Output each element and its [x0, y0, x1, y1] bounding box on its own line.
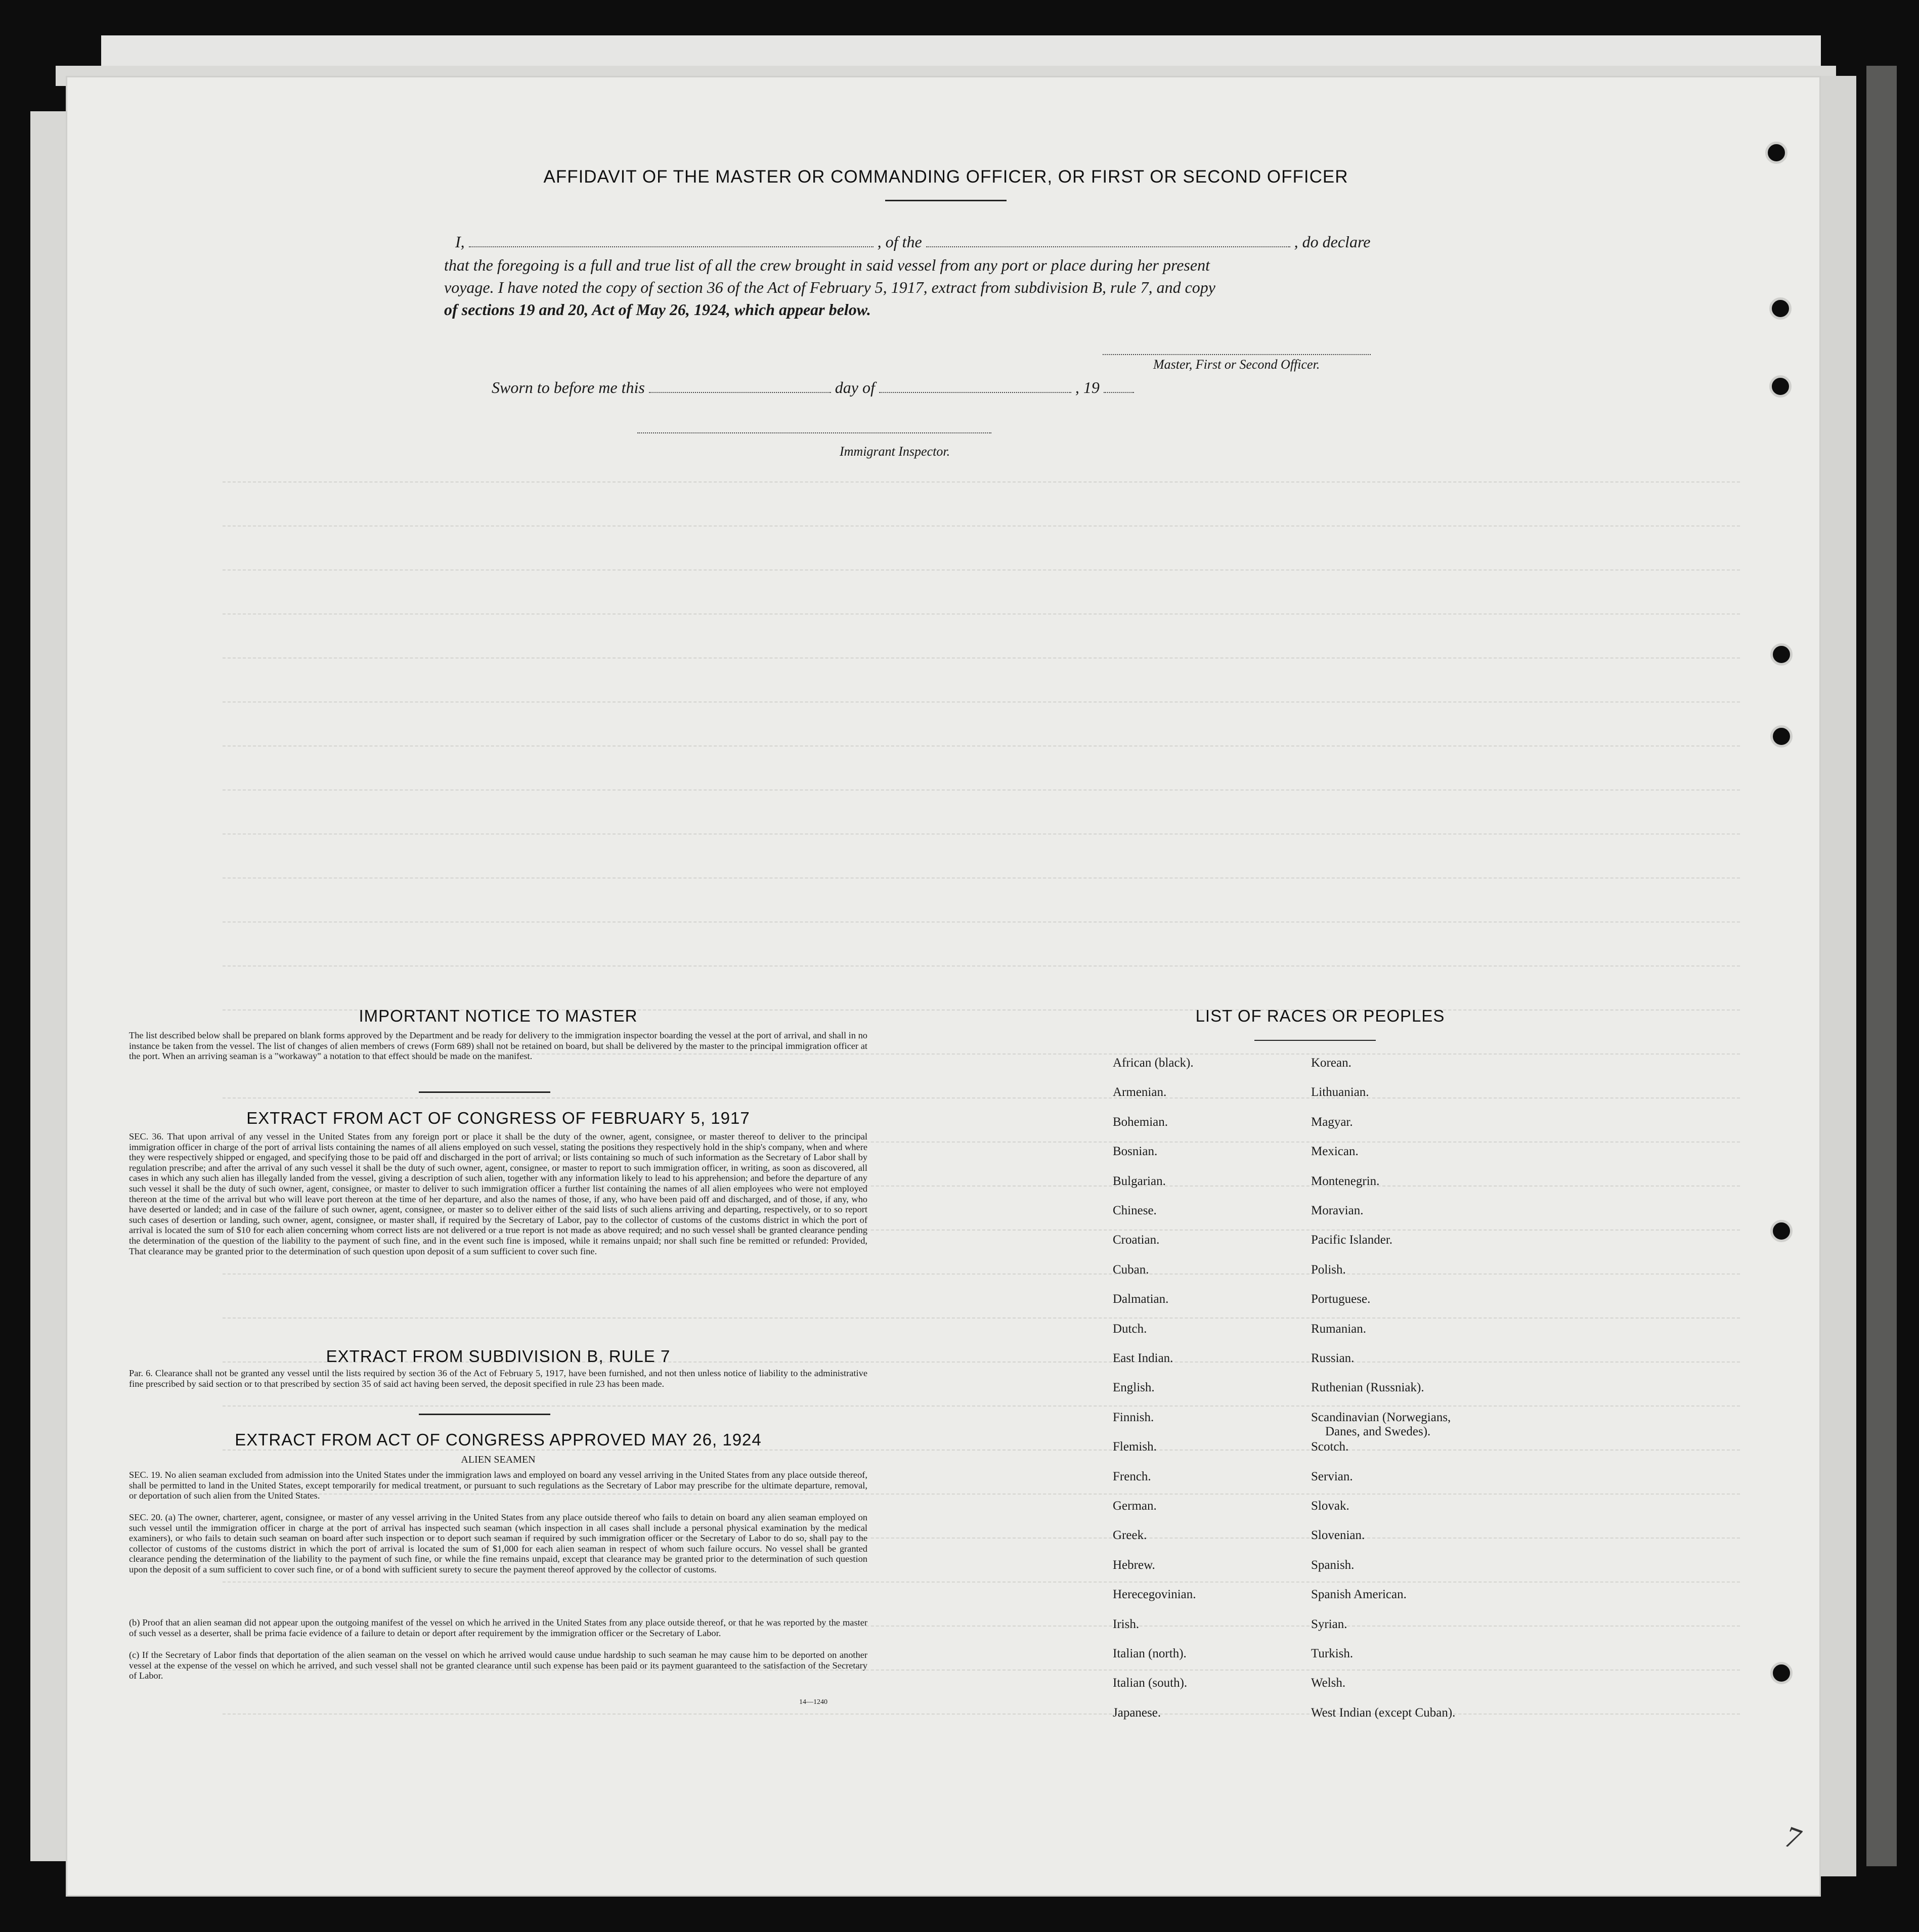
vessel-blank[interactable] — [926, 233, 1290, 247]
sec19-text: SEC. 19. No alien seaman excluded from admission into the United States under the immigration laws and employed on board any vessel arriving in the United States from any place outside thereof, shall be permitted to land in the United States, except temporarily for medical treatment, or pursuant to such regulations as the Secretary of Labor may prescribe for the ultimate departure, removal, or deportation of such alien from the United States. — [129, 1470, 867, 1501]
bleed-through-row — [223, 1394, 1740, 1407]
sec20a-text: SEC. 20. (a) The owner, charterer, agent, consignee, or master of any vessel arriving in the United States from any place outside thereof who fails to detain on board any alien seaman employed on such vessel until the immigration officer in charge at the port of arrival has inspected such seaman (which inspection in all cases shall include a personal physical examination by the medical examiners), or who fails to detain such seaman on board after such inspection or to deport such seaman if required by such immigration officer or the Secretary of Labor to do so, shall pay to the collector of customs of the customs district in which the port of arrival is located the sum of $1,000 for each alien seaman in respect of whom such failure occurs. No vessel shall be granted clearance pending the determination of the liability to the payment of such fine, or while the fine remains unpaid, except that clearance may be granted prior to the determination of such question upon the deposit of a sum sufficient to cover such fine, or of a bond with sufficient surety to secure the payment thereof approved by the collector of customs. — [129, 1512, 867, 1574]
right-race-item: Montenegrin. — [1311, 1174, 1380, 1188]
left-race-item: Bulgarian. — [1113, 1174, 1166, 1188]
declaration-of-the: , of the — [877, 233, 922, 251]
section-divider — [419, 1414, 550, 1415]
right-race-item: Welsh. — [1311, 1676, 1346, 1690]
right-race-item: Russian. — [1311, 1351, 1355, 1365]
left-race-item: East Indian. — [1113, 1351, 1173, 1365]
right-race-item: Spanish. — [1311, 1558, 1355, 1572]
right-race-item: Korean. — [1311, 1056, 1351, 1070]
left-race-item: Japanese. — [1113, 1705, 1161, 1720]
right-race-item: Rumanian. — [1311, 1322, 1367, 1336]
bleed-through-row — [223, 470, 1740, 482]
bleed-through-row — [223, 822, 1740, 835]
declaration-line-3: voyage. I have noted the copy of section 36 of the Act of February 5, 1917, extract from subdivision B, rule 7, and copy — [444, 278, 1215, 296]
left-race-item: Italian (south). — [1113, 1676, 1188, 1690]
officer-label: Master, First or Second Officer. — [1153, 357, 1320, 372]
bleed-through-row — [223, 1306, 1740, 1319]
right-race-item: Pacific Islander. — [1311, 1233, 1393, 1247]
binder-hole — [1765, 142, 1787, 164]
bleed-through-row — [223, 910, 1740, 923]
bleed-through-row — [223, 690, 1740, 702]
left-race-item: Bosnian. — [1113, 1145, 1158, 1159]
page-edge-stack — [30, 111, 71, 1861]
left-race-item: French. — [1113, 1469, 1151, 1483]
affidavit-title: AFFIDAVIT OF THE MASTER OR COMMANDING OFFICER, OR FIRST OR SECOND OFFICER — [543, 167, 1348, 187]
right-race-item: Scandinavian (Norwegians, — [1311, 1410, 1451, 1424]
right-race-item: Portuguese. — [1311, 1292, 1371, 1306]
bleed-through-row — [223, 1702, 1740, 1715]
right-race-item: Lithuanian. — [1311, 1085, 1369, 1100]
left-race-item: Dutch. — [1113, 1322, 1147, 1336]
sworn-day-blank[interactable] — [649, 379, 831, 393]
bleed-through-row — [223, 558, 1740, 570]
left-race-item: Italian (north). — [1113, 1647, 1187, 1660]
inspector-signature-line[interactable] — [637, 432, 991, 433]
right-race-item: Danes, and Swedes). — [1325, 1424, 1431, 1438]
extract-1924-heading: EXTRACT FROM ACT OF CONGRESS APPROVED MAY 26, 1924 — [235, 1430, 762, 1449]
sworn-year-blank[interactable] — [1104, 379, 1134, 393]
right-race-item: Turkish. — [1311, 1647, 1354, 1660]
title-divider — [885, 200, 1007, 201]
name-blank[interactable] — [469, 233, 874, 247]
binder-hole — [1770, 1220, 1793, 1242]
left-race-item: Finnish. — [1113, 1410, 1154, 1424]
left-race-item: English. — [1113, 1381, 1155, 1395]
bleed-through-row — [223, 1262, 1740, 1275]
right-race-item: Servian. — [1311, 1469, 1353, 1483]
notice-text: The list described below shall be prepared on blank forms approved by the Department and be ready for delivery to the immigration inspector boarding the vessel at the port of arrival, and shall in no instance be taken from the vessel. The list of changes of alien members of crews (Form 689) shall not be retained on board, but shall be delivered by the master to the principal immigration officer at the port. When an arriving seaman is a "workaway" a notation to that effect should be made on the manifest. — [129, 1030, 867, 1062]
notice-heading: IMPORTANT NOTICE TO MASTER — [359, 1006, 638, 1025]
declaration-line-2: that the foregoing is a full and true list of all the crew brought in said vessel from any port or place during her present — [444, 256, 1210, 274]
right-race-item: Spanish American. — [1311, 1588, 1407, 1602]
declaration-line-1 — [455, 233, 1370, 251]
left-race-item: Hebrew. — [1113, 1558, 1155, 1572]
inspector-label: Immigrant Inspector. — [840, 444, 950, 459]
binder-hole — [1769, 375, 1792, 398]
right-race-item: Slovak. — [1311, 1499, 1349, 1513]
declaration-do-declare: , do declare — [1294, 233, 1371, 251]
sworn-month-blank[interactable] — [879, 379, 1071, 393]
left-race-item: Herecegovinian. — [1113, 1588, 1196, 1602]
left-race-item: German. — [1113, 1499, 1157, 1513]
right-race-item: Mexican. — [1311, 1145, 1359, 1159]
officer-signature-line[interactable] — [1103, 354, 1371, 355]
left-race-item: Dalmatian. — [1113, 1292, 1169, 1306]
bleed-through-row — [223, 514, 1740, 526]
extract-1917-heading: EXTRACT FROM ACT OF CONGRESS OF FEBRUARY 5, 1917 — [246, 1109, 750, 1127]
page-edge-stack — [101, 35, 1821, 66]
bleed-through-row — [223, 778, 1740, 791]
bleed-through-row — [223, 954, 1740, 967]
extract-rule7-text: Par. 6. Clearance shall not be granted any vessel until the lists required by section 36 of the Act of February 5, 1917, have been furnished, and not then unless notice of liability to the administrative fine prescribed by said section or to that prescribed by section 35 of said act having been served, the deposit specified in rule 23 has been made. — [129, 1368, 867, 1389]
right-race-item: Syrian. — [1311, 1617, 1347, 1631]
alien-seamen-subheading: ALIEN SEAMEN — [461, 1454, 536, 1465]
right-race-item: Polish. — [1311, 1262, 1346, 1277]
sworn-line — [492, 378, 1134, 397]
sworn-label: Sworn to before me this — [492, 378, 645, 397]
right-race-item: Ruthenian (Russniak). — [1311, 1381, 1424, 1395]
right-race-item: Slovenian. — [1311, 1528, 1365, 1543]
declaration-i: I, — [455, 233, 465, 251]
left-race-item: Chinese. — [1113, 1204, 1157, 1217]
left-race-item: Greek. — [1113, 1528, 1147, 1543]
binding-strip — [1866, 66, 1897, 1866]
page-edge-stack — [1821, 76, 1856, 1876]
left-race-item: Irish. — [1113, 1617, 1140, 1631]
right-race-item: West Indian (except Cuban). — [1311, 1705, 1456, 1720]
left-race-item: Flemish. — [1113, 1440, 1157, 1454]
year-label: , 19 — [1075, 378, 1100, 397]
left-race-item: Armenian. — [1113, 1085, 1167, 1100]
binder-hole — [1770, 725, 1793, 748]
left-race-item: Cuban. — [1113, 1262, 1149, 1277]
corner-mark: 7 — [1780, 1819, 1806, 1857]
races-divider — [1254, 1040, 1376, 1041]
binder-hole — [1770, 1662, 1793, 1684]
sec20b-text: (b) Proof that an alien seaman did not appear upon the outgoing manifest of the vessel on which he arrived in the United States from any place outside thereof, or that he was reported by the master of such vessel as a deserter, shall be prima facie evidence of a failure to detain or deport after requirement by the immigration officer or the Secretary of Labor. — [129, 1617, 867, 1638]
declaration-line-4: of sections 19 and 20, Act of May 26, 1924, which appear below. — [444, 300, 871, 319]
left-race-item: Bohemian. — [1113, 1115, 1168, 1129]
form-number: 14—1240 — [799, 1698, 827, 1706]
sec20c-text: (c) If the Secretary of Labor finds that deportation of the alien seaman on the vessel on which he arrived would cause undue hardship to such seaman he may cause him to be deported on another vessel at the expense of the vessel on which he arrived, and such vessel shall not be granted clearance until such expense has been paid or its payment guaranteed to the satisfaction of the Secretary of Labor. — [129, 1650, 867, 1681]
extract-rule7-heading: EXTRACT FROM SUBDIVISION B, RULE 7 — [326, 1347, 671, 1366]
binder-hole — [1770, 643, 1793, 666]
extract-1917-text: SEC. 36. That upon arrival of any vessel in the United States from any foreign port or place it shall be the duty of the owner, agent, consignee, or master thereof to deliver to the principal immigration officer in charge of the port of arrival lists containing the names of all aliens employed on such vessel, stating the positions they respectively hold in the ship's company, when and where they were respectively shipped or engaged, and specifying those to be paid off and discharged in the port of arrival; or lists containing so much of such information as the Secretary of Labor shall by regulation prescribe; and after the arrival of any such vessel it shall be the duty of such owner, agent, consignee, or master to report to such immigration officer, in writing, as soon as discovered, all cases in which any such alien has illegally landed from the vessel, giving a description of such alien, together with any information likely to lead to his apprehension; and before the departure of any such vessel it shall be the duty of such owner, agent, consignee, or master to deliver to such immigration officer a further list containing the names of all alien employees who were not employed thereon at the time of the arrival but who will leave port thereon at the time of her departure, and also the names of those, if any, who have been paid off and discharged, and of those, if any, who have deserted or landed; and in case of the failure of such owner, agent, consignee, or master so to deliver either of the said lists of such aliens arriving and departing, respectively, or to so report such cases of desertion or landing, such owner, agent, consignee, or master shall, if required by the Secretary of Labor, pay to the collector of customs of the customs district in which the port of arrival is located the sum of $10 for each alien concerning whom correct lists are not delivered or a true report is not made as above required; and no such vessel shall be granted clearance pending the determination of the question of the liability to the payment of such fine, and in the event such fine is imposed, while it remains unpaid; nor shall such fine be remitted or refunded: Provided, That clearance may be granted prior to the determination of such question upon deposit of a sum sufficient to cover such fine. — [129, 1131, 867, 1256]
right-race-item: Moravian. — [1311, 1204, 1364, 1217]
bleed-through-row — [223, 866, 1740, 879]
right-race-item: Magyar. — [1311, 1115, 1353, 1129]
right-race-item: Scotch. — [1311, 1440, 1349, 1454]
bleed-through-row — [223, 602, 1740, 614]
bleed-through-row — [223, 646, 1740, 658]
bleed-through-row — [223, 734, 1740, 747]
day-of-label: day of — [835, 378, 875, 397]
left-race-item: Croatian. — [1113, 1233, 1160, 1247]
races-heading: LIST OF RACES OR PEOPLES — [1195, 1006, 1445, 1025]
binder-hole — [1769, 297, 1792, 320]
left-race-item: African (black). — [1113, 1056, 1194, 1070]
section-divider — [419, 1091, 550, 1093]
